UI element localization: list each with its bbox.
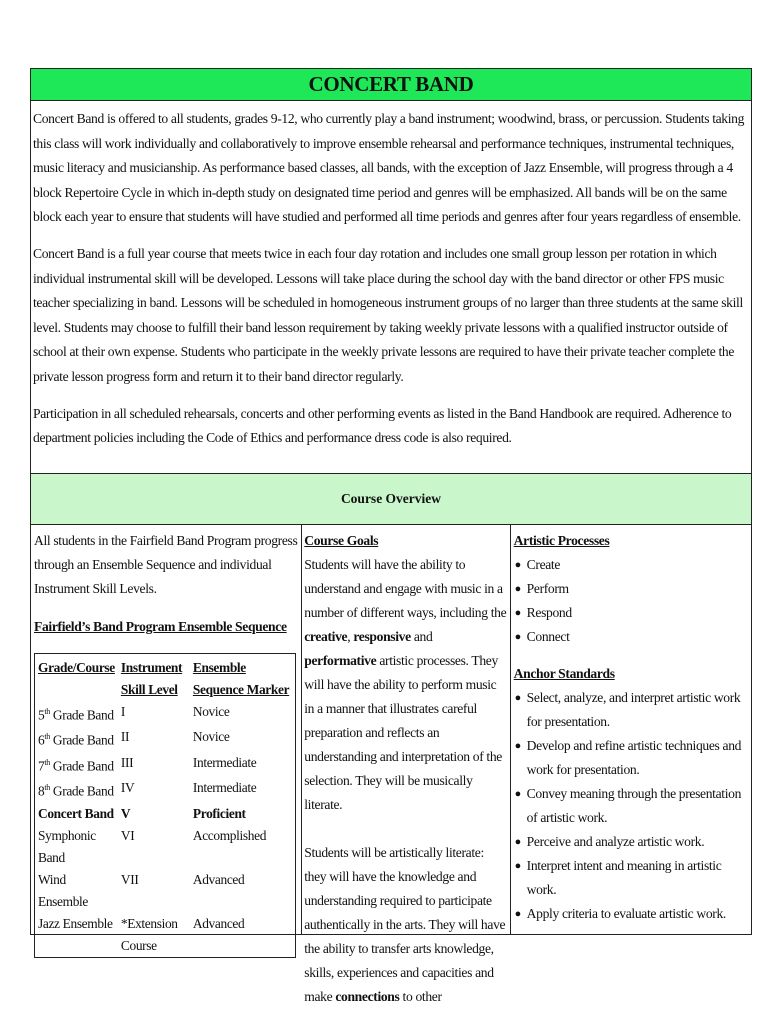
course-overview-heading: Course Overview	[31, 474, 751, 525]
skill-level-cell: IV	[120, 780, 135, 796]
list-item: ● Apply criteria to evaluate artistic work.	[514, 902, 748, 926]
intro-paragraph: Participation in all scheduled rehearsals, concerts and other performing events as listed in the Band Handbook are required. Adherence to department policies including the Code of Ethics and performance dress code is also required.	[33, 405, 732, 445]
goals-paragraph: Students will be artistically literate: they will have the knowledge and understanding required to participate authentically in the arts. They will have the ability to transfer arts knowledge, skills, experiences and capacities and make connections to other	[304, 845, 506, 1004]
skill-level-cell: VII	[120, 871, 139, 887]
grade-cell: 5th Grade Band	[38, 707, 114, 723]
table-row	[35, 701, 296, 726]
bullet-icon: ●	[514, 860, 521, 872]
list-item: ● Create	[514, 553, 748, 577]
column-header: Instrument Skill Level	[120, 660, 183, 697]
marker-cell: Proficient	[192, 805, 246, 821]
anchor-standards-heading: Anchor Standards	[513, 666, 615, 681]
anchor-standards-list	[514, 686, 748, 926]
list-item: ● Develop and refine artistic techniques and work for presentation.	[514, 734, 748, 782]
course-goals-heading: Course Goals	[304, 533, 379, 548]
skill-level-cell: *Extension Course	[120, 915, 178, 953]
overview-columns	[31, 525, 751, 1004]
bullet-icon: ●	[514, 607, 521, 619]
artistic-processes-list	[514, 553, 748, 649]
bullet-icon: ●	[514, 908, 521, 920]
standards-column	[511, 525, 751, 934]
marker-cell: Advanced	[192, 915, 245, 931]
marker-cell: Intermediate	[192, 780, 257, 796]
ensemble-sequence-table	[34, 653, 296, 958]
marker-cell: Intermediate	[192, 754, 257, 770]
list-item: ● Perform	[514, 577, 748, 601]
list-item: ● Select, analyze, and interpret artistic work for presentation.	[514, 686, 748, 734]
bullet-icon: ●	[514, 836, 521, 848]
grade-cell: Concert Band	[38, 805, 114, 821]
grade-cell: 7th Grade Band	[38, 757, 114, 774]
skill-level-cell: III	[120, 754, 134, 770]
skill-level-cell: II	[120, 729, 130, 745]
bullet-icon: ●	[514, 583, 521, 595]
bullet-icon: ●	[514, 559, 521, 571]
list-item: ● Interpret intent and meaning in artistic work.	[514, 854, 748, 902]
marker-cell: Novice	[192, 704, 230, 719]
ensemble-sequence-column	[31, 525, 302, 953]
grade-cell: Jazz Ensemble	[38, 915, 113, 931]
bullet-icon: ●	[514, 788, 521, 800]
program-intro: All students in the Fairfield Band Program progress through an Ensemble Sequence and individual Instrument Skill Levels.	[34, 533, 298, 596]
skill-level-cell: V	[120, 805, 131, 821]
artistic-processes-heading: Artistic Processes	[513, 533, 610, 548]
table-row	[35, 825, 296, 869]
list-item: ● Perceive and analyze artistic work.	[514, 830, 748, 854]
table-row	[35, 777, 296, 802]
table-row	[35, 913, 296, 958]
list-item: ● Connect	[514, 625, 748, 649]
marker-cell: Novice	[192, 729, 230, 745]
intro-paragraph: Concert Band is offered to all students, grades 9-12, who currently play a band instrument; woodwind, brass, or percussion. Students taking this class will work individually and collaboratively to improve ensemble rehearsal and performance techniques, instrumental techniques, music literacy and musicianship. As performance based classes, all bands, with the exception of Jazz Ensemble, will progress through a 4 block Repertoire Cycle in which in-depth study on designated time period and genres will be emphasized. All bands will be on the same block each year to ensure that students will have studied and performed all time periods and genres after four years regardless of ensemble.	[33, 111, 745, 224]
bullet-icon: ●	[514, 740, 521, 752]
intro-paragraph: Concert Band is a full year course that meets twice in each four day rotation and includes one small group lesson per rotation in which individual instrumental skill will be developed. Lessons will take place during the school day with the band director or other FPS music teacher specializing in band. Lessons will be scheduled in homogeneous instrument groups of no larger than three students at the same skill level. Students may choose to fulfill their band lesson requirement by taking weekly private lessons with a qualified instructor outside of school at their own expense. Students who participate in the weekly private lessons are required to have their private teacher complete the private lesson progress form and return it to their band director regularly.	[33, 246, 743, 384]
grade-cell: 8th Grade Band	[38, 783, 114, 799]
skill-level-cell: VI	[120, 827, 135, 843]
grade-cell: 6th Grade Band	[38, 732, 114, 748]
list-item: ● Respond	[514, 601, 748, 625]
sequence-heading: Fairfield’s Band Program Ensemble Sequence	[34, 619, 287, 634]
goals-paragraph: Students will have the ability to understand and engage with music in a number of different ways, including the creative, responsive and performative artistic processes. They will have the ability to perform music in a manner that illustrates careful preparation and reflects an understanding and interpretation of the selection. They will be musically literate.	[304, 557, 507, 812]
page-title: CONCERT BAND	[31, 69, 751, 101]
column-header: Grade/Course	[38, 660, 115, 675]
list-item: ● Convey meaning through the presentation of artistic work.	[514, 782, 748, 830]
column-header: Ensemble Sequence Marker	[192, 660, 290, 697]
table-row	[35, 803, 296, 825]
table-row	[35, 726, 296, 751]
skill-level-cell: I	[120, 704, 125, 719]
grade-cell: Symphonic Band	[38, 827, 96, 865]
table-row	[35, 869, 296, 913]
marker-cell: Advanced	[192, 871, 245, 887]
table-row	[35, 752, 296, 777]
course-goals-column	[302, 525, 510, 1004]
table-header-row	[35, 654, 296, 702]
course-document	[30, 68, 752, 1004]
marker-cell: Accomplished	[192, 827, 267, 843]
bullet-icon: ●	[514, 631, 521, 643]
grade-cell: Wind Ensemble	[38, 871, 89, 909]
course-description	[31, 101, 751, 474]
bullet-icon: ●	[514, 692, 521, 704]
